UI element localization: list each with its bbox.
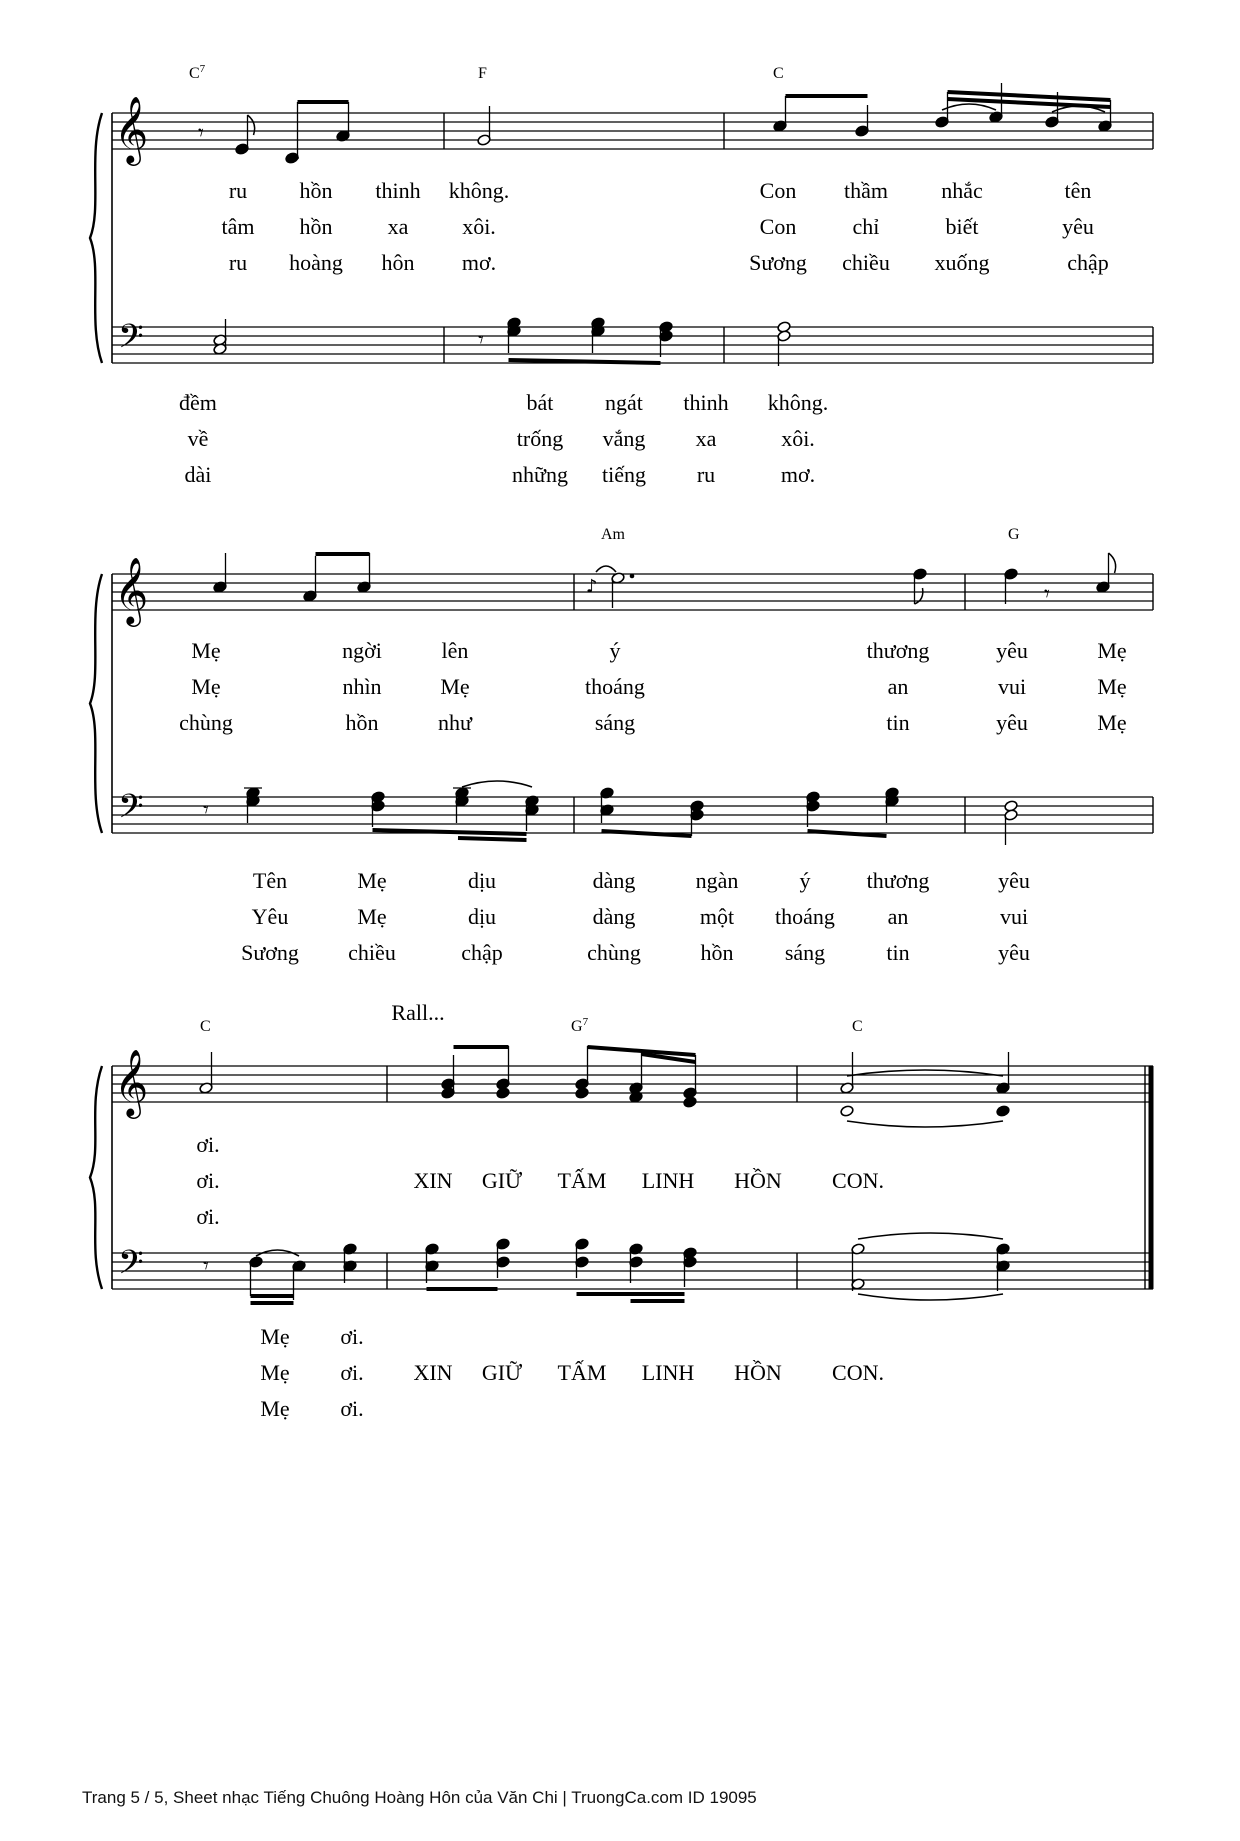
lyric-syllable: chỉ [852, 214, 880, 239]
chord-symbol: $C^7$ [189, 63, 206, 82]
chord-symbol: C [200, 1018, 211, 1035]
lyric-syllable: ơi. [340, 1360, 364, 1385]
lyric-syllable: thầm [844, 178, 888, 203]
lyric-syllable: xôi. [462, 214, 496, 239]
brace [90, 113, 102, 363]
lyric-syllable: ngàn [695, 868, 739, 893]
lyric-syllable: đềm [179, 390, 217, 415]
grace-note-icon: ♪ [586, 576, 598, 597]
lyric-syllable: tên [1064, 178, 1092, 203]
lyric-syllable: chập [461, 940, 503, 965]
lyric-syllable: xa [387, 214, 409, 239]
lyric-syllable: an [887, 904, 909, 929]
lyric-syllable: sáng [784, 940, 826, 965]
lyric-syllable: XIN [413, 1360, 453, 1385]
lyric-syllable: TẤM [557, 1360, 607, 1385]
note-head [496, 1087, 510, 1099]
lyric-syllable: hồn [299, 178, 333, 203]
lyric-syllable: HỒN [734, 1168, 782, 1193]
lyric-syllable: thương [866, 868, 930, 893]
lyric-syllable: Mẹ [260, 1396, 290, 1421]
tie [847, 1121, 1003, 1127]
note-head [575, 1087, 589, 1099]
lyric-syllable: ngát [605, 390, 643, 415]
lyric-syllable: yêu [998, 868, 1030, 893]
tie [858, 1294, 1003, 1300]
lyric-syllable: XIN [413, 1168, 453, 1193]
chord-symbol: C [852, 1018, 863, 1035]
lyric-syllable: ơi. [340, 1396, 364, 1421]
brace [90, 1066, 102, 1289]
lyric-syllable: Mẹ [260, 1360, 290, 1385]
lyric-syllable: hoàng [289, 250, 343, 275]
lyric-syllable: hồn [299, 214, 333, 239]
lyric-syllable: trống [516, 426, 564, 451]
lyric-syllable: lên [441, 638, 469, 663]
lyric-syllable: an [887, 674, 909, 699]
lyric-syllable: Sương [241, 940, 299, 965]
page-footer: Trang 5 / 5, Sheet nhạc Tiếng Chuông Hoàng Hôn của Văn Chi | TruongCa.com ID 19095 [82, 1788, 757, 1807]
lyric-syllable: ơi. [196, 1204, 220, 1229]
bass-clef-icon: 𝄢 [118, 788, 144, 834]
lyric-syllable: Yêu [251, 904, 289, 929]
lyric-syllable: Mẹ [191, 674, 221, 699]
tempo-marking: Rall... [391, 1000, 445, 1025]
lyric-syllable: GIỮ [481, 1168, 523, 1193]
lyric-syllable: Mẹ [440, 674, 470, 699]
lyric-syllable: thoáng [585, 674, 645, 699]
lyric-syllable: xa [695, 426, 717, 451]
lyric-syllable: CON. [832, 1360, 884, 1385]
lyric-syllable: yêu [998, 940, 1030, 965]
chord-symbol: F [478, 65, 487, 82]
note-head [683, 1096, 697, 1108]
score-text [179, 63, 1127, 1421]
lyric-syllable: không. [767, 390, 829, 415]
lyric-syllable: biết [945, 214, 979, 239]
note-beam [602, 831, 692, 836]
lyric-syllable: ơi. [196, 1132, 220, 1157]
lyric-syllable: CON. [832, 1168, 884, 1193]
lyric-syllable: hồn [700, 940, 734, 965]
treble-clef-icon: 𝄞 [114, 556, 149, 624]
tie [462, 781, 532, 787]
lyric-syllable: thương [866, 638, 930, 663]
lyric-syllable: yêu [1062, 214, 1094, 239]
brace [90, 574, 102, 833]
bass-clef-icon: 𝄢 [118, 1244, 144, 1290]
lyric-syllable: như [438, 710, 472, 735]
eighth-rest-icon: 𝄾 [203, 798, 209, 823]
lyric-syllable: tin [886, 710, 910, 735]
tie [596, 566, 616, 572]
note-beam [458, 838, 527, 840]
bass-clef-icon: 𝄢 [118, 318, 144, 364]
lyric-syllable: nhìn [342, 674, 382, 699]
lyric-syllable: ý [609, 638, 621, 663]
lyric-syllable: hôn [381, 250, 415, 275]
lyric-syllable: HỒN [734, 1360, 782, 1385]
lyric-syllable: hồn [345, 710, 379, 735]
lyric-syllable: về [187, 426, 209, 451]
lyric-syllable: mơ. [461, 250, 497, 275]
lyric-syllable: ơi. [196, 1168, 220, 1193]
lyric-syllable: tin [886, 940, 910, 965]
note-flag [1109, 553, 1116, 573]
lyric-syllable: LINH [641, 1360, 695, 1385]
note-head [840, 1105, 854, 1117]
treble-clef-icon: 𝄞 [114, 95, 149, 163]
lyric-syllable: Mẹ [357, 868, 387, 893]
lyric-syllable: Mẹ [191, 638, 221, 663]
lyric-syllable: ru [228, 178, 248, 203]
chord-symbol: C [773, 65, 784, 82]
lyric-syllable: Mẹ [260, 1324, 290, 1349]
note-head [996, 1105, 1010, 1117]
lyric-syllable: vui [999, 904, 1029, 929]
lyric-syllable: dịu [467, 868, 497, 893]
treble-clef-icon: 𝄞 [114, 1048, 149, 1116]
eighth-rest-icon: 𝄾 [1044, 582, 1050, 607]
lyric-syllable: nhắc [941, 178, 983, 203]
lyric-syllable: chập [1067, 250, 1109, 275]
tie [942, 104, 996, 110]
lyric-syllable: dàng [592, 868, 636, 893]
tie [858, 1233, 1003, 1239]
chord-symbol: $G^7$ [571, 1016, 589, 1035]
lyric-syllable: Tên [252, 868, 288, 893]
lyric-syllable: thinh [375, 178, 421, 203]
lyric-syllable: thoáng [775, 904, 835, 929]
lyric-syllable: Mẹ [1097, 638, 1127, 663]
lyric-syllable: mơ. [780, 462, 816, 487]
lyric-syllable: ru [228, 250, 248, 275]
lyric-syllable: ru [696, 462, 716, 487]
dot [630, 574, 635, 579]
lyric-syllable: thinh [683, 390, 729, 415]
lyric-syllable: tâm [221, 214, 255, 239]
lyric-syllable: Mẹ [1097, 674, 1127, 699]
lyric-syllable: Sương [749, 250, 807, 275]
lyric-syllable: xôi. [781, 426, 815, 451]
lyric-syllable: dịu [467, 904, 497, 929]
eighth-rest-icon: 𝄾 [198, 121, 204, 146]
chord-symbol: G [1008, 526, 1020, 543]
lyric-syllable: một [699, 904, 735, 929]
lyric-syllable: không. [448, 178, 510, 203]
lyric-syllable: ơi. [340, 1324, 364, 1349]
lyric-syllable: chiều [842, 250, 890, 275]
lyric-syllable: vắng [602, 426, 646, 451]
lyric-syllable: chùng [587, 940, 641, 965]
note-flag [248, 115, 255, 135]
eighth-rest-icon: 𝄾 [478, 328, 484, 353]
lyric-syllable: Con [759, 178, 797, 203]
lyric-syllable: chùng [179, 710, 233, 735]
lyric-syllable: vui [997, 674, 1027, 699]
lyric-syllable: Con [759, 214, 797, 239]
lyric-syllable: ngời [342, 638, 382, 663]
lyric-syllable: sáng [594, 710, 636, 735]
lyric-syllable: chiều [348, 940, 396, 965]
eighth-rest-icon: 𝄾 [203, 1254, 209, 1279]
lyric-syllable: những [512, 462, 568, 487]
lyric-syllable: Mẹ [1097, 710, 1127, 735]
lyric-syllable: GIỮ [481, 1360, 523, 1385]
lyric-syllable: xuống [934, 250, 990, 275]
lyric-syllable: tiếng [602, 462, 646, 487]
lyric-syllable: yêu [996, 638, 1028, 663]
lyric-syllable: yêu [996, 710, 1028, 735]
chord-symbol: Am [601, 526, 625, 543]
lyric-syllable: dài [184, 462, 212, 487]
lyric-syllable: TẤM [557, 1168, 607, 1193]
lyric-syllable: Mẹ [357, 904, 387, 929]
note-beam [808, 831, 887, 836]
lyric-syllable: bát [526, 390, 554, 415]
lyric-syllable: ý [799, 868, 811, 893]
lyric-syllable: dàng [592, 904, 636, 929]
lyric-syllable: LINH [641, 1168, 695, 1193]
